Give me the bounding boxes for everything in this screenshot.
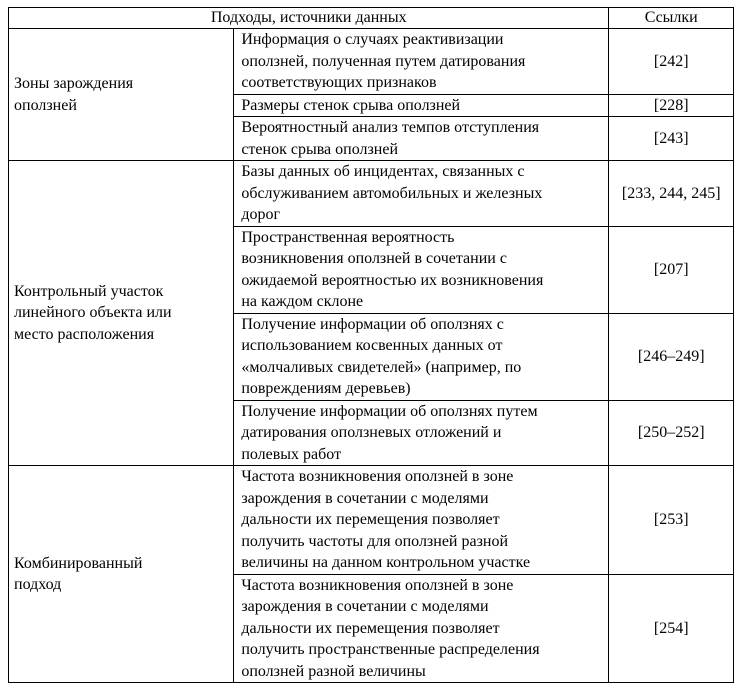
group-label [9, 466, 234, 683]
description-line: Вероятностный анализ темпов отступления [241, 119, 540, 136]
description-line: оползней, полученная путем датирования [241, 52, 526, 70]
description-line: датирования оползневых отложений и [241, 424, 502, 441]
group-label-line: место расположения [14, 325, 155, 343]
group-label-line: оползней [14, 96, 77, 114]
group-label [9, 161, 234, 466]
description-line: зарождения в сочетании с моделями [241, 598, 489, 615]
reference-cell: [253] [609, 466, 734, 575]
description-line: соответствующих признаков [241, 74, 437, 91]
table-row [9, 29, 734, 95]
description-line: ожидаемой вероятностью их возникновения [241, 271, 544, 289]
description-line: Частота возникновения оползней в зоне [241, 468, 514, 485]
group-label-line: Зоны зарождения [14, 75, 134, 92]
reference-cell: [254] [609, 574, 734, 683]
description-line: получить пространственные распределения [241, 641, 540, 658]
description-line: возникновения оползней в сочетании с [241, 250, 507, 267]
description-line: дальности их перемещения позволяет [241, 511, 500, 528]
description-line: дальности их перемещения позволяет [241, 619, 500, 637]
header-approaches: Подходы, источники данных [9, 8, 609, 29]
approach-description [234, 117, 609, 161]
group-label [9, 29, 234, 161]
description-line: получить частоты для оползней разной [241, 532, 509, 550]
description-line: дорог [241, 206, 281, 223]
description-line: «молчаливых свидетелей» (например, по [241, 358, 522, 376]
description-line: Информация о случаях реактивизации [241, 31, 504, 48]
reference-cell: [246–249] [609, 313, 734, 400]
description-line: повреждениям деревьев) [241, 380, 411, 397]
description-line: Базы данных об инцидентах, связанных с [241, 163, 525, 180]
header-row [9, 8, 734, 29]
approach-description [234, 400, 609, 466]
reference-cell: [207] [609, 226, 734, 313]
description-line: полевых работ [241, 445, 342, 463]
approach-description [234, 574, 609, 683]
table-row [9, 161, 734, 227]
group-label-line: подход [14, 576, 62, 593]
sources-table [8, 7, 734, 683]
reference-cell: [228] [609, 94, 734, 117]
description-line: стенок срыва оползней [241, 140, 399, 158]
description-line: зарождения в сочетании с моделями [241, 489, 489, 507]
group-label-line: Контрольный участок [14, 282, 164, 300]
description-line: оползней разной величины [241, 662, 426, 680]
description-line: Получение информации об оползнях путем [241, 402, 538, 420]
description-line: Получение информации об оползнях с [241, 315, 504, 333]
reference-cell: [242] [609, 29, 734, 95]
reference-cell: [250–252] [609, 400, 734, 466]
description-line: на каждом склоне [241, 293, 364, 310]
description-line: Частота возникновения оползней в зоне [241, 576, 514, 594]
approach-description [234, 94, 609, 117]
approach-description [234, 29, 609, 95]
description-line: Размеры стенок срыва оползней [241, 96, 461, 114]
description-line: использованием косвенных данных от [241, 337, 503, 354]
approach-description [234, 161, 609, 227]
group-label-line: линейного объекта или [14, 304, 172, 322]
description-line: Пространственная вероятность [241, 228, 455, 246]
description-line: величины на данном контрольном участке [241, 554, 531, 571]
approach-description [234, 466, 609, 575]
table-row [9, 466, 734, 575]
header-refs: Ссылки [609, 8, 734, 29]
approach-description [234, 226, 609, 313]
reference-cell: [243] [609, 117, 734, 161]
group-label-line: Комбинированный [14, 554, 143, 572]
reference-cell: [233, 244, 245] [609, 161, 734, 227]
approach-description [234, 313, 609, 400]
description-line: обслуживанием автомобильных и железных [241, 184, 543, 202]
